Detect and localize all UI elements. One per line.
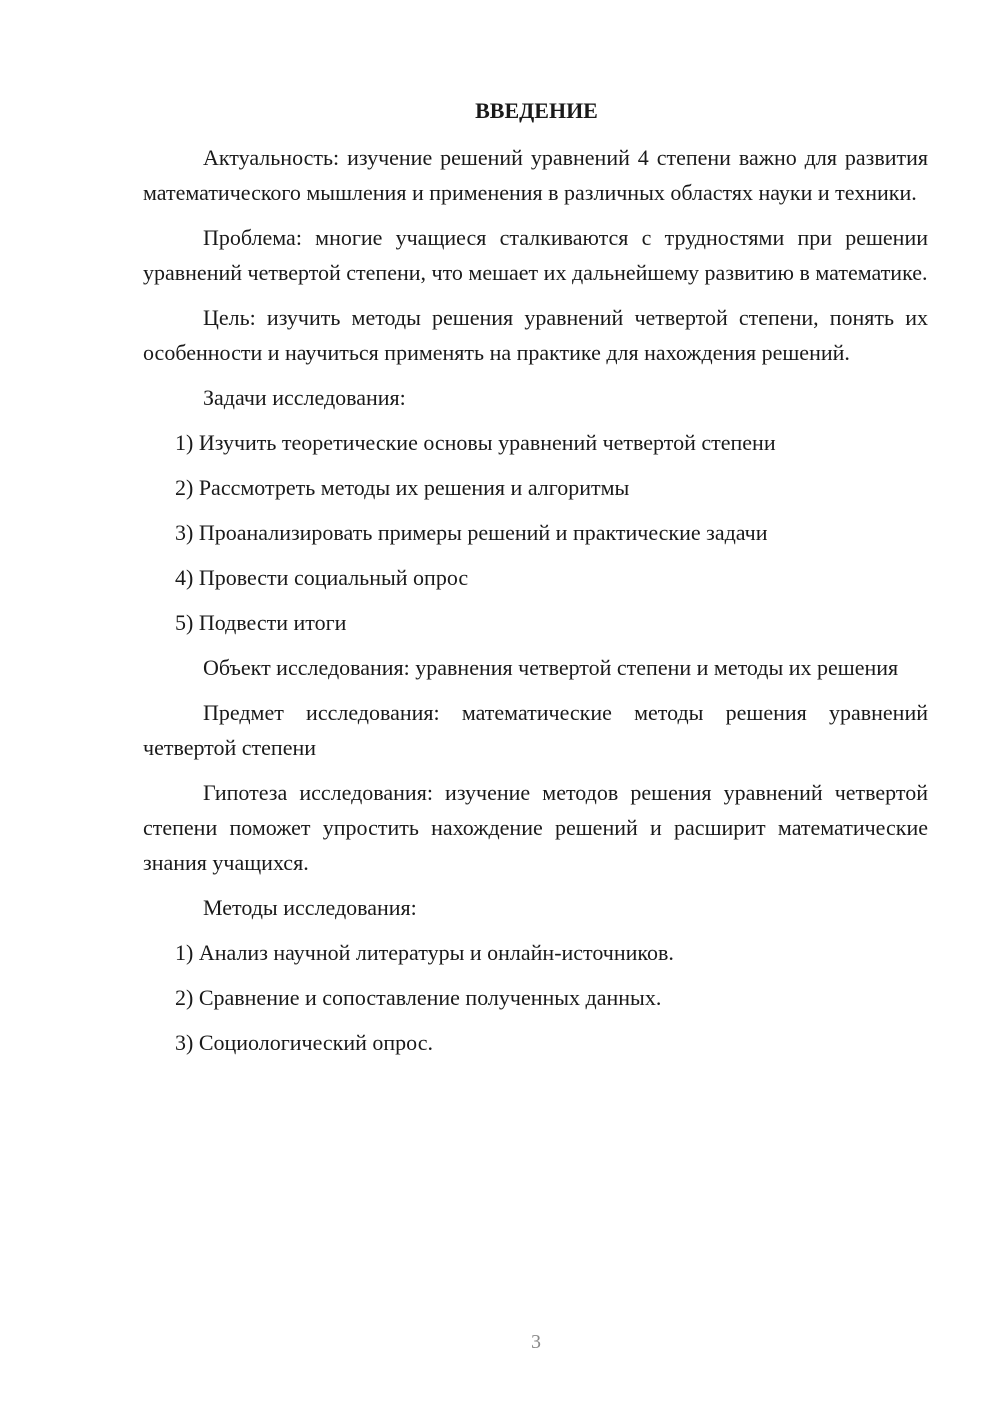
page-number: 3	[531, 1331, 541, 1353]
methods-list	[143, 935, 928, 1060]
list-item: 2) Рассмотреть методы их решения и алгоритмы	[175, 475, 630, 500]
paragraph-goal: Цель: изучить методы решения уравнений четвертой степени, понять их особенности и научиться применять на практике для нахождения решений.	[143, 305, 928, 365]
tasks-list	[143, 425, 928, 640]
list-item: 2) Сравнение и сопоставление полученных данных.	[175, 985, 662, 1010]
list-item: 5) Подвести итоги	[175, 610, 347, 635]
page-title: ВВЕДЕНИЕ	[475, 98, 598, 123]
page-content	[143, 96, 928, 1070]
paragraph-problem: Проблема: многие учащиеся сталкиваются с трудностями при решении уравнений четвертой степени, что мешает их дальнейшему развитию в математике.	[143, 225, 928, 285]
paragraph-hypothesis: Гипотеза исследования: изучение методов решения уравнений четвертой степени поможет упростить нахождение решений и расширит математические знания учащихся.	[143, 780, 928, 875]
tasks-heading: Задачи исследования:	[203, 385, 406, 410]
list-item: 3) Социологический опрос.	[175, 1030, 433, 1055]
list-item: 4) Провести социальный опрос	[175, 565, 469, 590]
paragraph-object: Объект исследования: уравнения четвертой степени и методы их решения	[203, 655, 899, 680]
list-item: 1) Анализ научной литературы и онлайн-источников.	[175, 940, 674, 965]
paragraph-subject: Предмет исследования: математические методы решения уравнений четвертой степени	[143, 700, 928, 760]
methods-heading: Методы исследования:	[203, 895, 417, 920]
paragraph-relevance: Актуальность: изучение решений уравнений 4 степени важно для развития математического мышления и применения в различных областях науки и техники.	[143, 145, 928, 205]
list-item: 3) Проанализировать примеры решений и практические задачи	[175, 520, 768, 545]
list-item: 1) Изучить теоретические основы уравнений четвертой степени	[175, 430, 776, 455]
